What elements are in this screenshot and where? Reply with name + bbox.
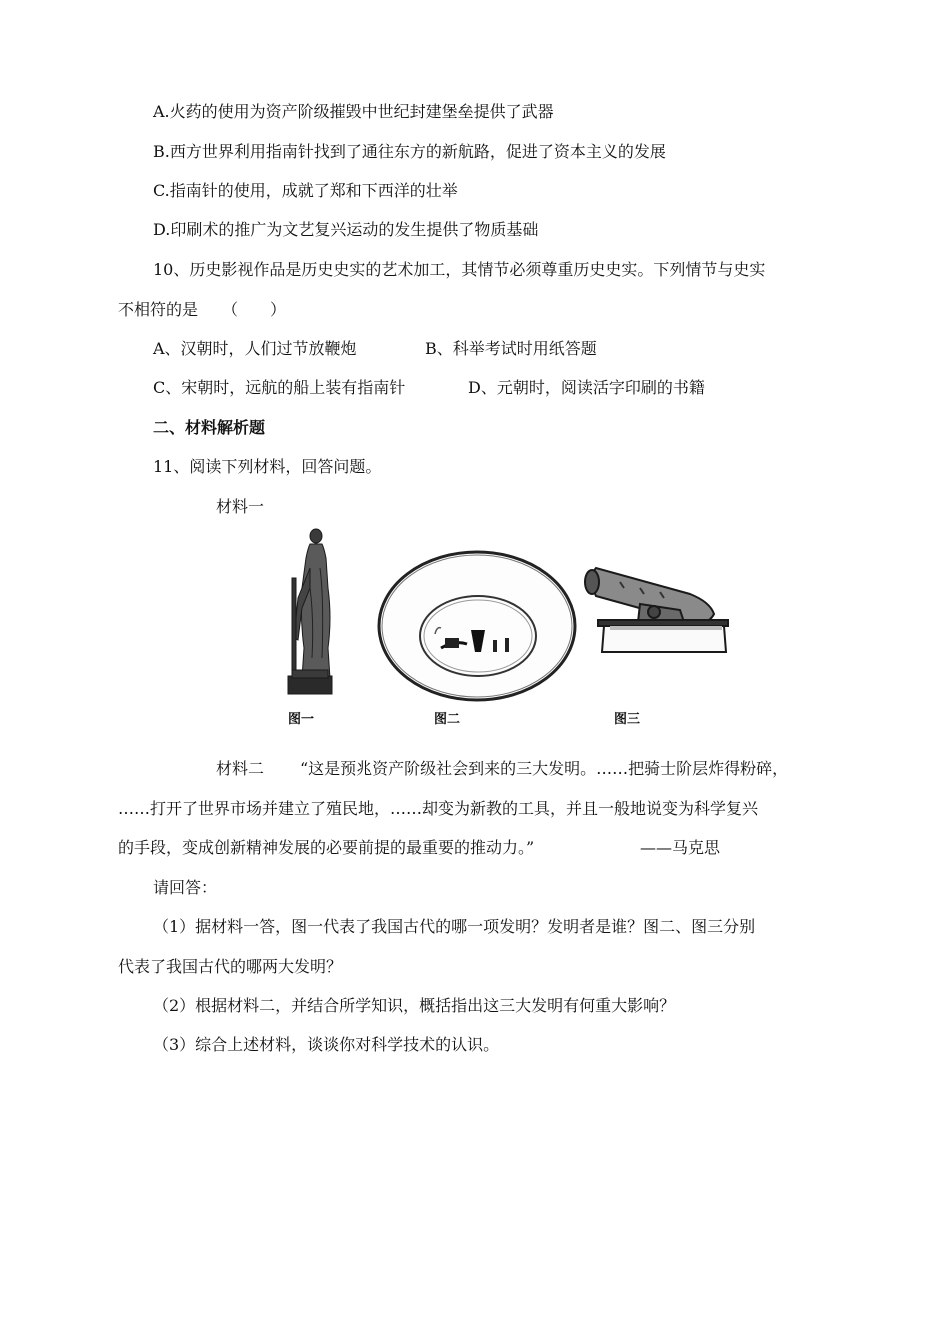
material2-label: 材料二 bbox=[216, 759, 265, 778]
sub-question-2: （2）根据材料二，并结合所学知识，概括指出这三大发明有何重大影响？ bbox=[153, 996, 676, 1015]
q10-option-d: D、元朝时，阅读活字印刷的书籍 bbox=[468, 378, 705, 397]
sub-question-1-line1: （1）据材料一答，图一代表了我国古代的哪一项发明？发明者是谁？图二、图三分别 bbox=[153, 917, 756, 936]
q11-stem: 11、阅读下列材料，回答问题。 bbox=[153, 457, 382, 476]
material2-line1: “这是预兆资产阶级社会到来的三大发明。……把骑士阶层炸得粉碎， bbox=[300, 759, 789, 778]
sub-question-1-line2: 代表了我国古代的哪两大发明？ bbox=[118, 957, 343, 976]
material1-label: 材料一 bbox=[216, 497, 265, 516]
cannon-icon bbox=[580, 560, 730, 660]
section-heading: 二、材料解析题 bbox=[153, 418, 266, 437]
q10-option-b: B、科举考试时用纸答题 bbox=[425, 339, 597, 358]
q10-option-c: C、宋朝时，远航的船上装有指南针 bbox=[153, 378, 406, 397]
figure3-caption: 图三 bbox=[614, 712, 641, 727]
figure2-caption: 图二 bbox=[434, 712, 461, 727]
material2-line3: 的手段，变成创新精神发展的必要前提的最重要的推动力。” bbox=[118, 838, 535, 857]
compass-plate-icon bbox=[375, 548, 579, 704]
q9-option-d: D.印刷术的推广为文艺复兴运动的发生提供了物质基础 bbox=[153, 220, 539, 239]
material2-line2: ……打开了世界市场并建立了殖民地，……却变为新教的工具，并且一般地说变为科学复兴 bbox=[118, 799, 759, 818]
sub-question-3: （3）综合上述材料，谈谈你对科学技术的认识。 bbox=[153, 1035, 500, 1054]
statue-figure-icon bbox=[280, 528, 340, 700]
q9-option-c: C.指南针的使用，成就了郑和下西洋的壮举 bbox=[153, 181, 458, 200]
q10-stem-line2: 不相符的是 （ ） bbox=[118, 300, 287, 319]
answer-prompt: 请回答： bbox=[153, 878, 218, 897]
q9-option-b: B.西方世界利用指南针找到了通往东方的新航路，促进了资本主义的发展 bbox=[153, 142, 666, 161]
figure1-caption: 图一 bbox=[288, 712, 315, 727]
q9-option-a: A.火药的使用为资产阶级摧毁中世纪封建堡垒提供了武器 bbox=[153, 102, 554, 121]
q10-option-a: A、汉朝时，人们过节放鞭炮 bbox=[153, 339, 357, 358]
q10-stem-line1: 10、历史影视作品是历史史实的艺术加工，其情节必须尊重历史史实。下列情节与史实 bbox=[153, 260, 766, 279]
material2-source: ——马克思 bbox=[640, 838, 721, 857]
